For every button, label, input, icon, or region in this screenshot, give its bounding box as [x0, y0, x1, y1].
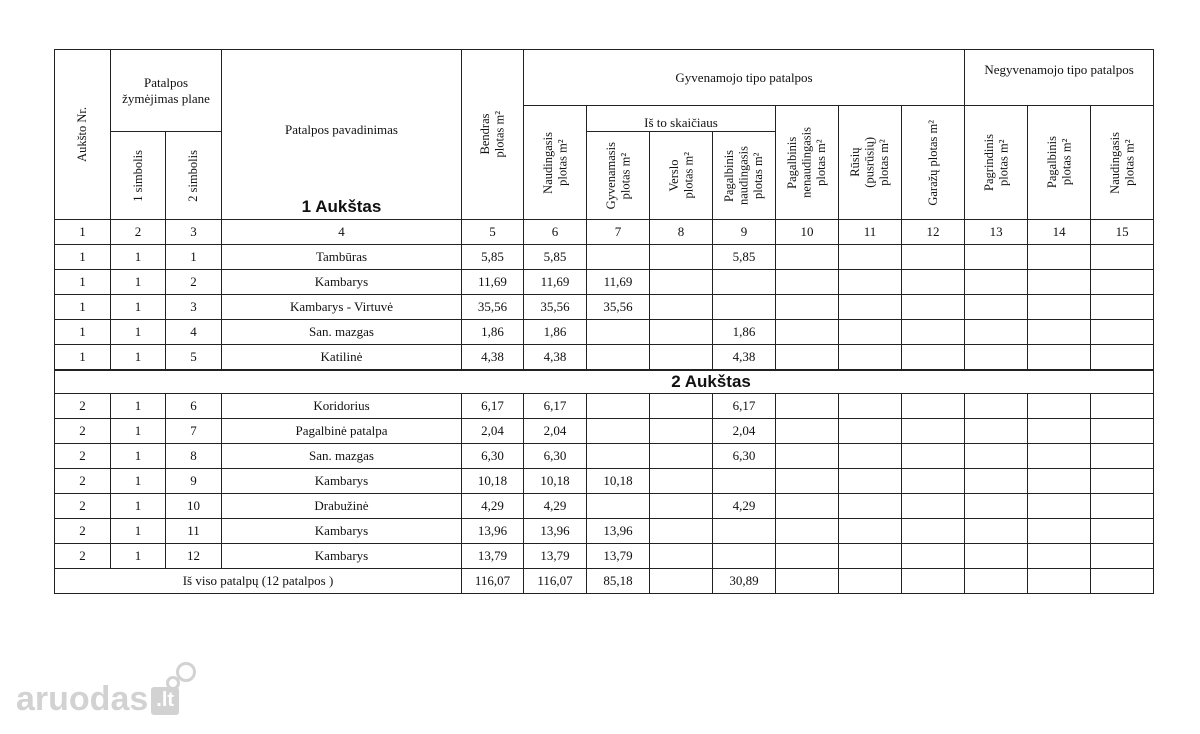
cell-s1: 1: [111, 245, 166, 270]
header-total-area-text: Bendras plotas m²: [478, 111, 507, 158]
cell-s1: 1: [111, 494, 166, 519]
totals-useful: 116,07: [524, 569, 587, 594]
totals-living: 85,18: [587, 569, 650, 594]
cell-aux: [713, 519, 776, 544]
cell-s1: 1: [111, 295, 166, 320]
totals-empty: [1091, 569, 1154, 594]
cell-living: 11,69: [587, 270, 650, 295]
cell-name: Tambūras: [222, 245, 462, 270]
header-symbol2: [166, 132, 222, 220]
column-number: 2: [111, 220, 166, 245]
cell-s2: 12: [166, 544, 222, 569]
column-number: 8: [650, 220, 713, 245]
cell-empty: [965, 394, 1028, 419]
cell-empty: [1028, 245, 1091, 270]
column-number: 6: [524, 220, 587, 245]
cell-empty: [1028, 295, 1091, 320]
cell-empty: [902, 494, 965, 519]
cell-total: 2,04: [462, 419, 524, 444]
cell-empty: [902, 544, 965, 569]
cell-business: [650, 544, 713, 569]
cell-s2: 8: [166, 444, 222, 469]
cell-s2: 2: [166, 270, 222, 295]
cell-living: 10,18: [587, 469, 650, 494]
cell-aux: [713, 270, 776, 295]
cell-empty: [965, 469, 1028, 494]
column-number: 3: [166, 220, 222, 245]
cell-empty: [839, 345, 902, 371]
header-symbol1: [111, 132, 166, 220]
cell-empty: [1028, 544, 1091, 569]
header-of-which: Iš to skaičiaus: [587, 106, 776, 132]
cell-s1: 1: [111, 345, 166, 371]
cell-name: San. mazgas: [222, 444, 462, 469]
column-number-row: [55, 220, 1154, 245]
cell-s2: 5: [166, 345, 222, 371]
cell-name: Kambarys: [222, 469, 462, 494]
cell-floor: 2: [55, 494, 111, 519]
column-number: 1: [55, 220, 111, 245]
cell-name: Katilinė: [222, 345, 462, 371]
cell-total: 11,69: [462, 270, 524, 295]
cell-useful: 11,69: [524, 270, 587, 295]
totals-empty: [776, 569, 839, 594]
header-living-text: Gyvenamasis plotas m²: [603, 141, 632, 210]
column-number: 9: [713, 220, 776, 245]
cell-total: 13,96: [462, 519, 524, 544]
cell-business: [650, 320, 713, 345]
header-basement: [839, 106, 902, 220]
cell-business: [650, 469, 713, 494]
watermark-text: aruodas: [16, 680, 149, 718]
header-garage-text: Garažų plotas m²: [925, 119, 940, 206]
cell-s1: 1: [111, 469, 166, 494]
header-useful-area: [524, 106, 587, 220]
cell-floor: 2: [55, 544, 111, 569]
cell-total: 6,17: [462, 394, 524, 419]
cell-empty: [1091, 519, 1154, 544]
header-business: [650, 132, 713, 220]
cell-empty: [1028, 320, 1091, 345]
cell-empty: [776, 320, 839, 345]
cell-business: [650, 270, 713, 295]
totals-total: 116,07: [462, 569, 524, 594]
cell-empty: [965, 419, 1028, 444]
cell-living: 35,56: [587, 295, 650, 320]
totals-label: Iš viso patalpų (12 patalpos ): [55, 569, 462, 594]
cell-empty: [902, 519, 965, 544]
cell-empty: [1091, 419, 1154, 444]
totals-business: [650, 569, 713, 594]
cell-useful: 4,29: [524, 494, 587, 519]
totals-aux: 30,89: [713, 569, 776, 594]
cell-useful: 13,96: [524, 519, 587, 544]
floor1-rows: [55, 245, 1154, 371]
cell-s1: 1: [111, 394, 166, 419]
cell-empty: [776, 270, 839, 295]
cell-useful: 10,18: [524, 469, 587, 494]
column-number: 5: [462, 220, 524, 245]
cell-empty: [839, 444, 902, 469]
cell-aux: 4,38: [713, 345, 776, 371]
header-floor-no: [55, 50, 111, 220]
cell-total: 5,85: [462, 245, 524, 270]
cell-s1: 1: [111, 519, 166, 544]
column-number: 13: [965, 220, 1028, 245]
cell-empty: [965, 245, 1028, 270]
cell-s1: 1: [111, 544, 166, 569]
cell-total: 35,56: [462, 295, 524, 320]
aruodas-logo: [16, 680, 179, 719]
header-garage: [902, 106, 965, 220]
cell-floor: 2: [55, 469, 111, 494]
table-row: [55, 295, 1154, 320]
floor2-title: 2 Aukštas: [671, 372, 751, 391]
cell-empty: [776, 419, 839, 444]
table-row: [55, 245, 1154, 270]
cell-empty: [1091, 345, 1154, 371]
cell-empty: [1028, 519, 1091, 544]
cell-name: Koridorius: [222, 394, 462, 419]
cell-business: [650, 295, 713, 320]
cell-empty: [902, 419, 965, 444]
cell-aux: [713, 295, 776, 320]
cell-name: Pagalbinė patalpa: [222, 419, 462, 444]
cell-empty: [1028, 345, 1091, 371]
cell-business: [650, 345, 713, 371]
cell-empty: [839, 544, 902, 569]
watermark-suffix: .lt: [151, 687, 179, 715]
cell-empty: [776, 469, 839, 494]
cell-empty: [902, 345, 965, 371]
cell-empty: [776, 295, 839, 320]
cell-s2: 7: [166, 419, 222, 444]
cell-empty: [1091, 320, 1154, 345]
cell-empty: [839, 295, 902, 320]
cell-floor: 2: [55, 444, 111, 469]
header-nr-main: [965, 106, 1028, 220]
cell-useful: 2,04: [524, 419, 587, 444]
cell-floor: 2: [55, 419, 111, 444]
cell-empty: [1091, 494, 1154, 519]
cell-name: Kambarys: [222, 544, 462, 569]
cell-empty: [1028, 270, 1091, 295]
cell-empty: [839, 494, 902, 519]
column-number: 7: [587, 220, 650, 245]
cell-floor: 1: [55, 320, 111, 345]
room-area-table: [54, 49, 1154, 594]
cell-empty: [839, 394, 902, 419]
totals-row: [55, 569, 1154, 594]
cell-empty: [902, 394, 965, 419]
cell-empty: [1091, 245, 1154, 270]
table-row: [55, 494, 1154, 519]
cell-empty: [1091, 469, 1154, 494]
cell-total: 4,29: [462, 494, 524, 519]
cell-s1: 1: [111, 320, 166, 345]
cell-floor: 1: [55, 270, 111, 295]
header-aux-useful: [713, 132, 776, 220]
header-nr-useful: [1091, 106, 1154, 220]
cell-empty: [776, 444, 839, 469]
cell-empty: [1091, 270, 1154, 295]
header-residential: Gyvenamojo tipo patalpos: [524, 50, 965, 106]
cell-empty: [776, 494, 839, 519]
cell-total: 10,18: [462, 469, 524, 494]
cell-living: [587, 245, 650, 270]
cell-business: [650, 394, 713, 419]
table-row: [55, 519, 1154, 544]
cell-empty: [1091, 544, 1154, 569]
cell-empty: [1091, 295, 1154, 320]
cell-total: 1,86: [462, 320, 524, 345]
cell-s2: 6: [166, 394, 222, 419]
header-basement-text: Rūsių (pusrūsių) plotas m²: [848, 137, 892, 188]
cell-empty: [839, 469, 902, 494]
cell-aux: 4,29: [713, 494, 776, 519]
cell-empty: [1028, 444, 1091, 469]
table-row: [55, 469, 1154, 494]
header-plan-marking: Patalpos žymėjimas plane: [111, 50, 222, 132]
cell-useful: 5,85: [524, 245, 587, 270]
header-living: [587, 132, 650, 220]
header-aux-nonuseful: [776, 106, 839, 220]
cell-s2: 11: [166, 519, 222, 544]
cell-floor: 2: [55, 519, 111, 544]
header-floor-no-text: Aukšto Nr.: [75, 107, 90, 162]
cell-floor: 1: [55, 295, 111, 320]
cell-empty: [776, 544, 839, 569]
header-aux-nonuseful-text: Pagalbinis nenaudingasis plotas m²: [785, 127, 829, 198]
cell-empty: [902, 444, 965, 469]
header-business-text: Verslo plotas m²: [666, 152, 695, 199]
cell-empty: [839, 245, 902, 270]
cell-empty: [1028, 419, 1091, 444]
totals-empty: [902, 569, 965, 594]
header-useful-area-text: Naudingasis plotas m²: [540, 131, 569, 194]
cell-aux: 1,86: [713, 320, 776, 345]
totals-empty: [965, 569, 1028, 594]
cell-s2: 10: [166, 494, 222, 519]
cell-useful: 6,17: [524, 394, 587, 419]
header-aux-useful-text: Pagalbinis naudingasis plotas m²: [722, 145, 766, 206]
cell-living: [587, 494, 650, 519]
cell-empty: [965, 295, 1028, 320]
cell-aux: 5,85: [713, 245, 776, 270]
cell-total: 6,30: [462, 444, 524, 469]
cell-floor: 1: [55, 245, 111, 270]
cell-empty: [1028, 469, 1091, 494]
cell-empty: [965, 444, 1028, 469]
column-number: 12: [902, 220, 965, 245]
cell-name: San. mazgas: [222, 320, 462, 345]
table-row: [55, 345, 1154, 371]
cell-name: Drabužinė: [222, 494, 462, 519]
cell-useful: 6,30: [524, 444, 587, 469]
header-room-name: [222, 50, 462, 220]
floor1-title: 1 Aukštas: [301, 197, 382, 216]
cell-business: [650, 519, 713, 544]
cell-business: [650, 419, 713, 444]
header-nr-useful-text: Naudingasis plotas m²: [1107, 131, 1137, 194]
table-row: [55, 444, 1154, 469]
cell-s1: 1: [111, 444, 166, 469]
table-row: [55, 270, 1154, 295]
cell-s2: 9: [166, 469, 222, 494]
cell-s1: 1: [111, 270, 166, 295]
cell-empty: [839, 419, 902, 444]
cell-living: [587, 345, 650, 371]
cell-living: [587, 394, 650, 419]
header-symbol2-text: 2 simbolis: [186, 149, 201, 202]
column-number: 4: [222, 220, 462, 245]
cell-floor: 1: [55, 345, 111, 371]
cell-aux: [713, 469, 776, 494]
cell-name: Kambarys - Virtuvė: [222, 295, 462, 320]
cell-empty: [776, 245, 839, 270]
cell-empty: [776, 394, 839, 419]
cell-s1: 1: [111, 419, 166, 444]
column-number: 15: [1091, 220, 1154, 245]
cell-useful: 4,38: [524, 345, 587, 371]
cell-business: [650, 245, 713, 270]
header-nr-aux-text: Pagalbinis plotas m²: [1044, 136, 1074, 189]
header-non-residential: Negyvenamojo tipo patalpos: [965, 50, 1154, 106]
cell-empty: [839, 320, 902, 345]
cell-empty: [1028, 494, 1091, 519]
cell-living: [587, 444, 650, 469]
table-row: [55, 394, 1154, 419]
cell-s2: 1: [166, 245, 222, 270]
header-room-name-label: Patalpos pavadinimas: [284, 121, 398, 137]
cell-empty: [902, 270, 965, 295]
cell-aux: 2,04: [713, 419, 776, 444]
cell-empty: [776, 519, 839, 544]
cell-useful: 1,86: [524, 320, 587, 345]
cell-useful: 35,56: [524, 295, 587, 320]
cell-empty: [965, 544, 1028, 569]
column-number: 11: [839, 220, 902, 245]
cell-living: [587, 419, 650, 444]
cell-floor: 2: [55, 394, 111, 419]
cell-living: 13,79: [587, 544, 650, 569]
table-row: [55, 544, 1154, 569]
totals-empty: [839, 569, 902, 594]
cell-empty: [1028, 394, 1091, 419]
table-row: [55, 320, 1154, 345]
cell-empty: [965, 494, 1028, 519]
cell-empty: [1091, 394, 1154, 419]
cell-living: [587, 320, 650, 345]
cell-empty: [965, 270, 1028, 295]
cell-empty: [902, 245, 965, 270]
header-total-area: [462, 50, 524, 220]
column-number: 10: [776, 220, 839, 245]
cell-empty: [902, 295, 965, 320]
cell-aux: [713, 544, 776, 569]
cell-empty: [776, 345, 839, 371]
cell-name: Kambarys: [222, 270, 462, 295]
cell-empty: [902, 320, 965, 345]
column-number: 14: [1028, 220, 1091, 245]
cell-empty: [965, 345, 1028, 371]
cell-empty: [1091, 444, 1154, 469]
totals-empty: [1028, 569, 1091, 594]
cell-business: [650, 444, 713, 469]
cell-s2: 4: [166, 320, 222, 345]
cell-empty: [902, 469, 965, 494]
cell-total: 4,38: [462, 345, 524, 371]
floor2-header-row: [55, 370, 1154, 394]
header-nr-aux: [1028, 106, 1091, 220]
cell-useful: 13,79: [524, 544, 587, 569]
cell-aux: 6,30: [713, 444, 776, 469]
header-symbol1-text: 1 simbolis: [130, 149, 145, 202]
table-row: [55, 419, 1154, 444]
cell-business: [650, 494, 713, 519]
cell-s2: 3: [166, 295, 222, 320]
cell-empty: [965, 519, 1028, 544]
cell-name: Kambarys: [222, 519, 462, 544]
cell-aux: 6,17: [713, 394, 776, 419]
cell-living: 13,96: [587, 519, 650, 544]
cell-empty: [965, 320, 1028, 345]
floor2-rows: [55, 394, 1154, 569]
cell-total: 13,79: [462, 544, 524, 569]
cell-empty: [839, 270, 902, 295]
header-nr-main-text: Pagrindinis plotas m²: [981, 134, 1011, 191]
cell-empty: [839, 519, 902, 544]
